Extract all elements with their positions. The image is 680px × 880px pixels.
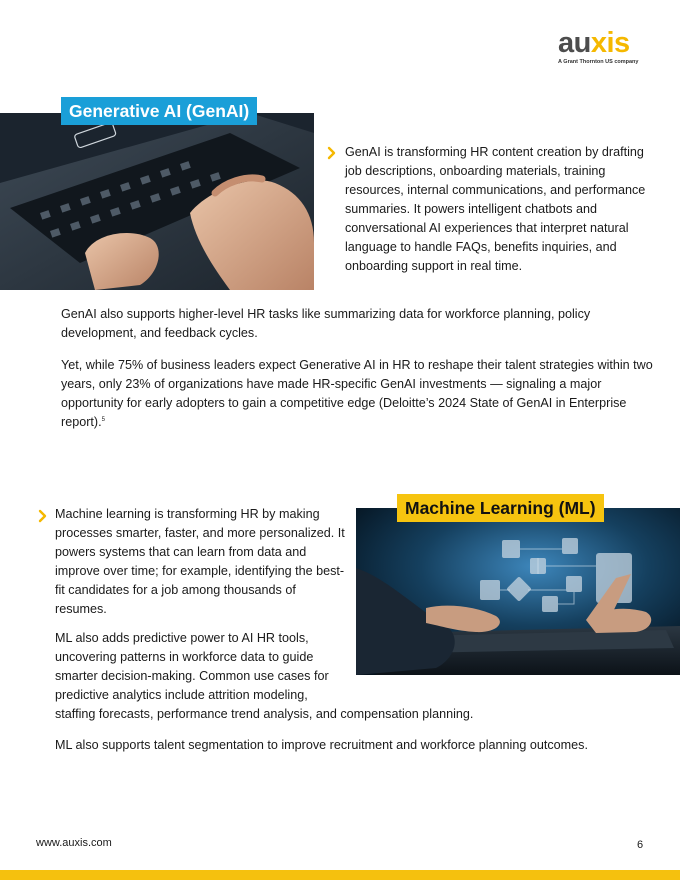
logo-wordmark: auxis xyxy=(558,27,630,59)
genai-paragraph-1: GenAI also supports higher-level HR tasks like summarizing data for workforce planning, policy development, and feedback cycles. xyxy=(61,307,591,340)
footnote-marker: 5 xyxy=(101,416,105,423)
laptop-typing-image xyxy=(0,113,314,290)
ml-bullet-text: Machine learning is transforming HR by making processes smarter, faster, and more personalized. It powers systems that can learn from data and improve over time; for example, identifying the best-fit candidates for a job among thousands of resumes. xyxy=(55,507,345,616)
section-tag-genai: Generative AI (GenAI) xyxy=(61,97,257,125)
chevron-right-icon xyxy=(37,509,49,523)
section-tag-ml: Machine Learning (ML) xyxy=(397,494,604,522)
company-logo xyxy=(558,28,658,66)
ml-paragraph-1: ML also adds predictive power to AI HR tools, uncovering patterns in workforce data to guide smarter decision-making. Common use cases for predictive analytics include attrition modeling, staffing forecasts, performance trend analysis, and compensation planning. xyxy=(55,631,474,721)
page-number: 6 xyxy=(637,839,644,851)
genai-bullet-text: GenAI is transforming HR content creation by drafting job descriptions, onboarding materials, training resources, internal communications, and performance summaries. It powers intelligent chatbots and conversational AI experiences that interpret natural language to handle FAQs, benefits inquiries, and onboarding support in real time. xyxy=(345,145,646,273)
ml-paragraph-2: ML also supports talent segmentation to improve recruitment and workforce planning outcomes. xyxy=(55,738,588,752)
chevron-right-icon xyxy=(326,146,338,160)
genai-paragraph-2: Yet, while 75% of business leaders expect Generative AI in HR to reshape their talent strategies within two years, only 23% of organizations have made HR-specific GenAI investments — signaling a major opportunity for early adopters to gain a competitive edge (Deloitte’s 2024 State of GenAI in Enterprise report).$^5$ xyxy=(61,358,653,429)
footer-website-link[interactable]: www.auxis.com xyxy=(36,837,112,849)
footer-accent-bar xyxy=(0,870,680,880)
logo-tagline: A Grant Thornton US company xyxy=(558,59,639,65)
